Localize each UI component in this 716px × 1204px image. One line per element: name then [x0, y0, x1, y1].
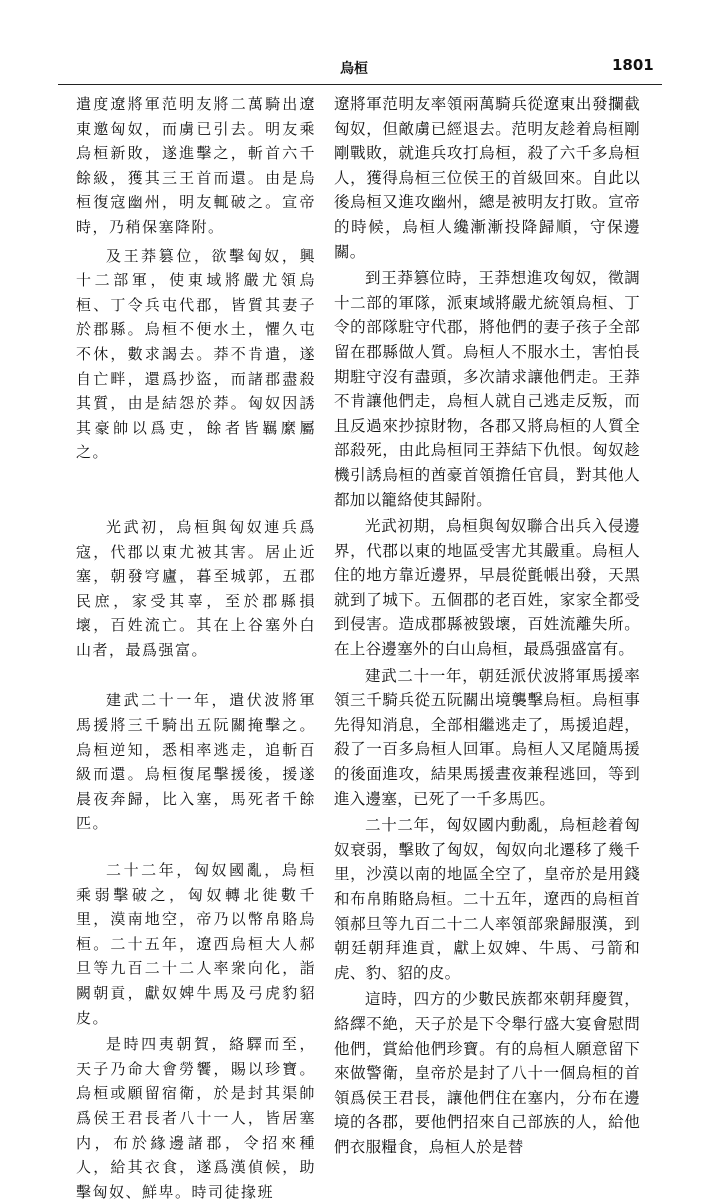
classical-paragraph: 遣度遼將軍范明友將二萬騎出遼東邀匈奴，而虜已引去。明友乘烏桓新敗，遂進擊之，斬首六千餘級，獲其三王首而還。由是烏桓復寇幽州，明友輒破之。宣帝時，乃稍保塞降附。	[76, 95, 316, 236]
translation-paragraph: 到王莽篡位時，王莽想進攻匈奴，徵調十二部的軍隊，派東域將嚴尤統領烏桓、丁令的部隊駐守代郡，將他們的妻子孩子全部留在郡縣做人質。烏桓人不服水土，害怕長期駐守沒有盡頭，多次請求讓他們走。王莽不肯讓他們走，烏桓人就自己逃走反叛，而且反過來抄掠財物，各郡又將烏桓的人質全部殺死，由此烏桓同王莽結下仇恨。匈奴趁機引誘烏桓的酋豪首領擔任官員，對其他人都加以籠絡使其歸附。	[334, 269, 640, 509]
translation-paragraph: 光武初期，烏桓與匈奴聯合出兵入侵邊界，代郡以東的地區受害尤其嚴重。烏桓人住的地方靠近邊界，早晨從氈帳出發，天黑就到了城下。五個郡的老百姓，家家全都受到侵害。造成郡縣被毀壞，百姓流離失所。在上谷邊塞外的白山烏桓，最爲强盛富有。	[334, 517, 640, 659]
translation-paragraph: 建武二十一年，朝廷派伏波將軍馬援率領三千騎兵從五阮關出境襲擊烏桓。烏桓事先得知消息，全部相繼逃走了，馬援追趕，殺了一百多烏桓人回軍。烏桓人又尾隨馬援的後面進攻，結果馬援晝夜兼程逃回，等到進入邊塞，已死了一千多馬匹。	[334, 666, 640, 808]
modern-translation-column	[334, 92, 640, 1160]
classical-paragraph: 及王莽篡位，欲擊匈奴，興十二部軍，使東域將嚴尤領烏桓、丁令兵屯代郡，皆質其妻子於郡縣。烏桓不便水土，懼久屯不休，數求謁去。莽不肯遣，遂自亡畔，還爲抄盜，而諸郡盡殺其質，由是結怨於莽。匈奴因誘其豪帥以爲吏，餘者皆羈縻屬之。	[76, 246, 316, 462]
classical-paragraph: 是時四夷朝賀，絡驛而至，天子乃命大會勞饗，賜以珍寶。烏桓或願留宿衛，於是封其渠帥爲侯王君長者八十一人，皆居塞内，布於緣邊諸郡，令招來種人，給其衣食，遂爲漢偵候，助擊匈奴、鮮卑。時司徒掾班	[76, 1035, 316, 1201]
translation-paragraph: 遼將軍范明友率領兩萬騎兵從遼東出發攔截匈奴，但敵虜已經退去。范明友趁着烏桓剛剛戰敗，就進兵攻打烏桓，殺了六千多烏桓人，獲得烏桓三位侯王的首級回來。自此以後烏桓又進攻幽州，總是被明友打敗。宣帝的時候，烏桓人纔漸漸投降歸順，守保邊關。	[334, 95, 640, 261]
translation-paragraph: 這時，四方的少數民族都來朝拜慶賀，絡繹不絶，天子於是下令舉行盛大宴會慰問他們，賞給他們珍寶。有的烏桓人願意留下來做警衛，皇帝於是封了八十一個烏桓的首領爲侯王君長，讓他們住在塞内，分布在邊境的各郡，要他們招來自己部族的人，給他們衣服糧食，烏桓人於是替	[334, 990, 640, 1156]
classical-paragraph: 二十二年，匈奴國亂，烏桓乘弱擊破之，匈奴轉北徙數千里，漠南地空，帝乃以幣帛賂烏桓。二十五年，遼西烏桓大人郝旦等九百二十二人率衆向化，詣闕朝貢，獻奴婢牛馬及弓虎豹貂皮。	[76, 861, 316, 1027]
running-header	[0, 58, 716, 84]
classical-paragraph: 建武二十一年，遣伏波將軍馬援將三千騎出五阮關掩擊之。烏桓逆知，悉相率逃走，追斬百級而還。烏桓復尾擊援後，援遂晨夜奔歸，比入塞，馬死者千餘匹。	[76, 691, 316, 833]
translation-paragraph: 二十二年，匈奴國内動亂，烏桓趁着匈奴衰弱，擊敗了匈奴，匈奴向北遷移了幾千里，沙漠以南的地區全空了，皇帝於是用錢和布帛賄賂烏桓。二十五年，遼西的烏桓首領郝旦等九百二十二人率領部衆歸服漢，到朝廷朝拜進貢，獻上奴婢、牛馬、弓箭和虎、豹、貂的皮。	[334, 816, 640, 982]
classical-paragraph: 光武初，烏桓與匈奴連兵爲寇，代郡以東尤被其害。居止近塞，朝發穹廬，暮至城郭，五郡民庶，家受其辜，至於郡縣損壞，百姓流亡。其在上谷塞外白山者，最爲强富。	[76, 517, 316, 659]
running-title: 烏桓	[340, 61, 368, 77]
page-number: 1801	[612, 56, 654, 74]
header-rule	[58, 84, 662, 85]
classical-text-column	[76, 92, 316, 1204]
